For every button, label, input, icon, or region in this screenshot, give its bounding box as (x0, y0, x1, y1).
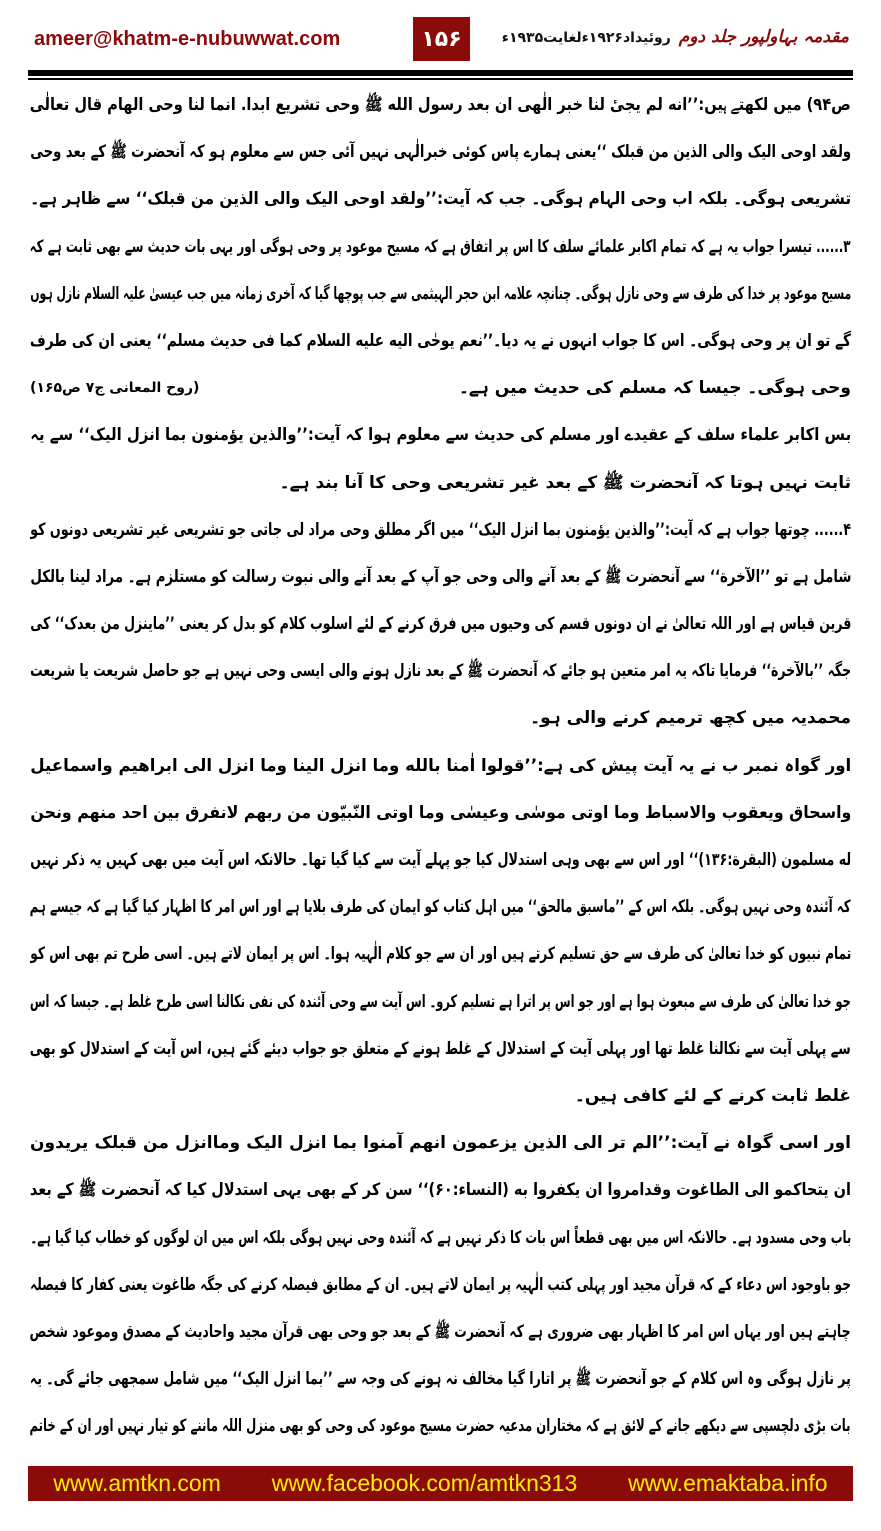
text-line-content: اور گواہ نمبر ب نے یہ آیت پیش کی ہے:’’قولوا اٰمنا بالله وما انزل الینا وما انزل الی ابراهیم واسماعیل (30, 755, 851, 776)
text-line-content: ولقد اوحی الیک والی الذین من قبلک ‘‘یعنی ہمارے پاس کوئی خبرالٰہی نہیں آئی جس سے معلوم ہو کہ آنحضرت ﷺ کے بعد وحی (30, 142, 851, 163)
text-line-content: ۴...... چوتھا جواب ہے کہ آیت:’’والذین یؤمنون بما انزل الیک‘‘ میں اگر مطلق وحی مراد لی جاتی جو تشریعی غیر تشریعی دونوں کو (30, 519, 851, 540)
text-line-content: ثابت نہیں ہوتا کہ آنحضرت ﷺ کے بعد غیر تشریعی وحی کا آنا بند ہے۔ (279, 472, 851, 493)
text-line (30, 601, 851, 648)
page-number: ۱۵۶ (413, 17, 470, 61)
text-line (30, 82, 851, 129)
text-line (30, 412, 851, 459)
text-line (30, 365, 851, 412)
text-line-content: جگہ ’’بالآخرة‘‘ فرمایا تاکہ یہ امر متعین ہو جائے کہ آنحضرت ﷺ کے بعد نازل ہونے والی ایسی وحی نہیں ہے جو حاصل شریعت یا شریعت (30, 661, 851, 682)
text-line (30, 224, 851, 271)
header-rule-thick (28, 70, 853, 76)
text-line (30, 1215, 851, 1262)
header-subtitle: روئیداد۱۹۲۶ءلغایت۱۹۳۵ء (501, 30, 671, 46)
text-line-content: غلط ثابت کرنے کے لئے کافی ہیں۔ (574, 1085, 851, 1106)
footer-link-facebook[interactable]: www.facebook.com/amtkn313 (271, 1470, 578, 1496)
text-line (30, 129, 851, 176)
text-line (30, 837, 851, 884)
text-line-content: قرین قیاس ہے اور اللہ تعالیٰ نے ان دونوں قسم کی وحیوں میں فرق کرنے کے لئے اسلوب کلام کو بدل کر یعنی ’’ماینزل من بعدک‘‘ کی (30, 614, 851, 635)
text-line-content: تمام نبیوں کو خدا تعالیٰ کی طرف سے حق تسلیم کرتے ہیں اور ان سے جو کلام الٰہیہ ہوا۔ اس پر ایمان لاتے ہیں۔ اسی طرح تم بھی اس کو (30, 944, 851, 965)
text-line-content: کہ آئندہ وحی نہیں ہوگی۔ بلکہ اس کے ’’ماسبق مالحق‘‘ میں اہل کتاب کو ایمان کی طرف بلایا ہے اور اس امر کا اظہار کیا گیا ہے کہ جیسے ہم (30, 897, 851, 918)
text-line-content: ان یتحاکمو الی الطاغوت وقدامروا ان یکفروا به (النساء:۶۰)‘‘ سن کر کے بھی یہی استدلال کیا کہ آنحضرت ﷺ کے بعد (30, 1180, 851, 1201)
text-line (30, 1026, 851, 1073)
footer-bar (28, 1466, 853, 1501)
text-line (30, 743, 851, 790)
text-line (30, 460, 851, 507)
text-line-content: جو باوجود اس دعاء کے کہ قرآن مجید اور پہلی کتب الٰہیہ پر ایمان لاتے ہیں۔ ان کے مطابق فیصلہ کرنے کی جگہ طاغوت یعنی کفار کا فیصلہ (30, 1274, 851, 1295)
text-line-content: گے تو ان پر وحی ہوگی۔ اس کا جواب انہوں نے یہ دیا۔’’نعم یوحٰی الیه علیه السلام کما فی حدیث مسلم‘‘ یعنی ان کی طرف (30, 330, 851, 351)
text-line-content: تشریعی ہوگی۔ بلکہ اب وحی الہام ہوگی۔ جب کہ آیت:’’ولقد اوحی الیک والی الذین من قبلک‘‘ سے ظاہر ہے۔ (30, 189, 851, 210)
text-line (30, 1073, 851, 1120)
citation-reference: (روح المعانی ج۷ ص۱۶۵) (30, 380, 200, 397)
book-title: مقدمہ بہاولپور جلد دوم (678, 27, 849, 47)
text-line (30, 507, 851, 554)
text-line (30, 1262, 851, 1309)
text-line (30, 271, 851, 318)
text-line-content: جو خدا تعالیٰ کی طرف سے مبعوث ہوا ہے اور جو اس پر اترا ہے تسلیم کرو۔ اس آیت سے وحی آئندہ کی نفی نکالنا اسی طرح غلط ہے۔ جیسا کہ اس (30, 991, 851, 1012)
text-line-content: باب وحی مسدود ہے۔ حالانکہ اس میں بھی قطعاً اس بات کا ذکر نہیں ہے کہ آئندہ وحی نہیں ہوگی بلکہ اس میں ان لوگوں کو خطاب کیا گیا ہے۔ (30, 1227, 851, 1248)
text-line (30, 176, 851, 223)
text-line (30, 695, 851, 742)
text-line (30, 318, 851, 365)
text-line-content: محمدیہ میں کچھ ترمیم کرنے والی ہو۔ (530, 708, 851, 729)
text-line (30, 884, 851, 931)
text-line-content: شامل ہے تو ’’الآخرة‘‘ سے آنحضرت ﷺ کے بعد آنے والی وحی جو آپ کے بعد آنے والی نبوت رسالت کو مستلزم ہے۔ مراد لینا بالکل (30, 566, 851, 587)
footer-link-emaktaba[interactable]: www.emaktaba.info (628, 1470, 828, 1496)
text-line-content: ۳...... تیسرا جواب یہ ہے کہ تمام اکابر علمائے سلف کا اس پر اتفاق ہے کہ مسیح موعود پر وحی ہوگی اور یہی بات حدیث سے بھی ثابت ہے کہ (30, 236, 851, 257)
text-line (30, 1120, 851, 1167)
text-line-content: وحی ہوگی۔ جیسا کہ مسلم کی حدیث میں ہے۔ (458, 378, 851, 399)
text-line-content: پر نازل ہوگی وہ اس کلام کے جو آنحضرت ﷺ پر اتارا گیا مخالف نہ ہونے کی وجہ سے ’’بما انزل الیک‘‘ میں شامل سمجھی جائے گی۔ یہ (30, 1369, 851, 1390)
text-line (30, 1403, 851, 1450)
text-line (30, 1167, 851, 1214)
footer-link-amtkn[interactable]: www.amtkn.com (53, 1470, 221, 1496)
text-line (30, 554, 851, 601)
text-line-content: له مسلمون (البقرة:۱۳۶)‘‘ اور اس سے بھی وہی استدلال کیا جو پہلے آیت سے کیا گیا تھا۔ حالانکہ اس آیت میں بھی کہیں یہ ذکر نہیں (30, 850, 851, 870)
header-email: ameer@khatm-e-nubuwwat.com (34, 28, 341, 50)
text-line (30, 790, 851, 837)
text-line-content: بس اکابر علماء سلف کے عقیدے اور مسلم کی حدیث سے معلوم ہوا کہ آیت:’’والذین یؤمنون بما انزل الیک‘‘ سے یہ (30, 425, 851, 446)
text-line-content: اور اسی گواہ نے آیت:’’الم تر الی الذین یزعمون انهم آمنوا بما انزل الیک وماانزل من قبلک یریدون (30, 1133, 851, 1154)
page-body (30, 82, 851, 1450)
header-rule-thin (28, 78, 853, 80)
text-line-content: بات بڑی دلچسپی سے دیکھے جانے کے لائق ہے کہ مختاران مدعیہ حضرت مسیح موعود کی وحی کو بھی منزل اللہ ماننے کو تیار نہیں اور ان کے خاتم (30, 1416, 851, 1437)
text-line-content: واسحاق ویعقوب والاسباط وما اوتی موسٰی وعیسٰی وما اوتی النّبیّون من ربهم لانفرق بین احد منهم ونحن (30, 802, 851, 823)
text-line-content: سے پہلی آیت سے نکالنا غلط تھا اور پہلی آیت کے استدلال کے غلط ہونے کے متعلق جو جواب دیئے گئے ہیں، اس آیت کے استدلال کو بھی (30, 1038, 851, 1059)
text-line (30, 1356, 851, 1403)
text-line-content: مسیح موعود پر خدا کی طرف سے وحی نازل ہوگی۔ چنانچہ علامہ ابن حجر الہیثمی سے جب پوچھا گیا کہ آخری زمانہ میں جب عیسیٰ علیہ السلام نازل ہوں (30, 283, 851, 304)
text-line-content: ص۹۴) میں لکھتے ہیں:’’انه لم یجیٔ لنا خبر الٰهی ان بعد رسول الله ﷺ وحی تشریع ابدا. انما لنا وحی الهام قال تعالٰی (30, 95, 851, 115)
text-line (30, 648, 851, 695)
text-line (30, 979, 851, 1026)
text-line-content: چاہتے ہیں اور یہاں اس امر کا اظہار بھی ضروری ہے کہ آنحضرت ﷺ کے بعد جو وحی بھی قرآن مجید واحادیث کے مصدق وموعود شخص (30, 1321, 851, 1342)
text-line (30, 931, 851, 978)
text-line (30, 1309, 851, 1356)
